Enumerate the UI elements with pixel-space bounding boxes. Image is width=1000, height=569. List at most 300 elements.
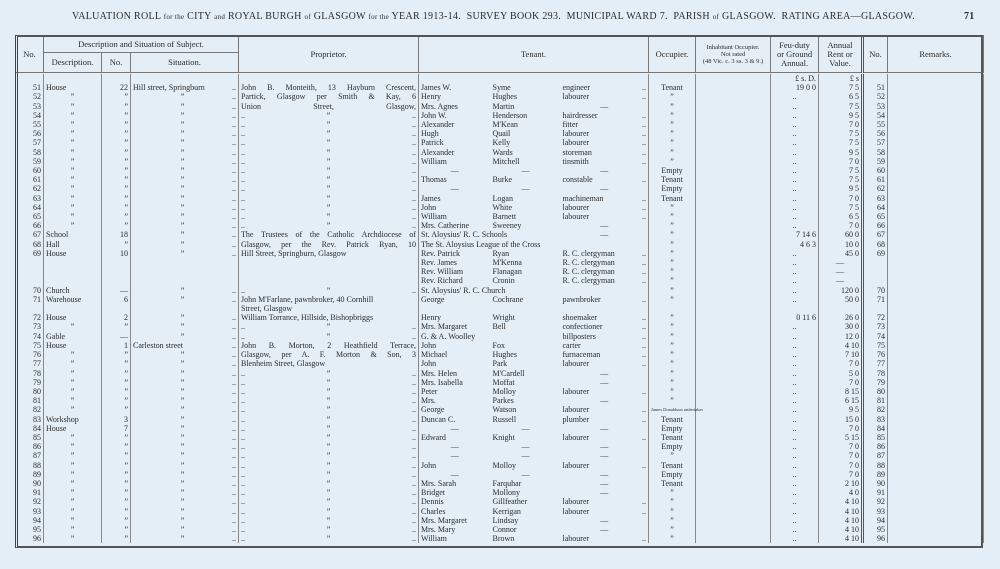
cell-last: — — [521, 442, 530, 452]
cell-first: John — [421, 340, 437, 350]
cell-no: 89 — [16, 470, 44, 479]
cell-prop: Glasgow, per A. F. Morton & Son, 3 — [239, 350, 419, 359]
sit-text: ” — [180, 460, 185, 470]
cell-num: ” — [102, 378, 131, 387]
roll-title — [72, 11, 915, 22]
cell-no2: 54 — [863, 111, 888, 120]
leader-dots: .. — [642, 460, 646, 470]
cell-occ: — — [600, 396, 609, 406]
cell-occupier: Tenant — [649, 175, 696, 184]
cell-no2: 81 — [863, 396, 888, 405]
leader-dots: .. — [232, 120, 236, 130]
cell-first: Edward — [421, 432, 446, 442]
cell-num: ” — [102, 396, 131, 405]
cell-rent: 7 0 — [819, 157, 863, 166]
header-line: Inhabitant Occupier. — [706, 43, 760, 51]
sit-text: ” — [180, 386, 185, 396]
cell-no2: 78 — [863, 369, 888, 378]
cell-occupier: Tenant — [649, 433, 696, 442]
cell-desc: ” — [44, 488, 102, 497]
cell-last: Bell — [492, 322, 506, 332]
cell-no: 69 — [16, 249, 44, 258]
cell-prop: .. ” .. — [239, 221, 419, 230]
cell-feu: .. — [771, 387, 819, 396]
sit-text: ” — [180, 248, 185, 258]
cell-rent: 15 0 — [819, 415, 863, 424]
cell-desc: ” — [44, 525, 102, 534]
cell-last: Hughes — [492, 92, 517, 102]
cell-first: Peter — [421, 386, 438, 396]
sit-text: ” — [180, 350, 185, 360]
cell-feu: .. — [771, 249, 819, 258]
sit-text: ” — [180, 175, 185, 185]
cell-last: Fox — [492, 340, 505, 350]
cell-occupier: ” — [649, 295, 696, 304]
cell-first: Mrs. Margaret — [421, 515, 468, 525]
cell-num: ” — [102, 497, 131, 506]
cell-feu: .. — [771, 92, 819, 101]
cell-num: 3 — [102, 415, 131, 424]
cell-rent: 7 5 — [819, 83, 863, 92]
cell-prop: .. ” .. — [239, 442, 419, 451]
leader-dots: .. — [642, 386, 646, 396]
cell-feu: .. — [771, 497, 819, 506]
cell-last: M'Cardell — [492, 368, 525, 378]
occ-text: tinsmith — [562, 156, 589, 166]
cell-num: ” — [102, 203, 131, 212]
cell-rent: 6 5 — [819, 92, 863, 101]
cell-no2: 96 — [863, 534, 888, 543]
cell-occupier: ” — [649, 396, 696, 405]
occ-text: labourer — [562, 92, 590, 102]
cell-no: 60 — [16, 166, 44, 175]
cell-prop: .. ” .. — [239, 175, 419, 184]
leader-dots: .. — [642, 175, 646, 185]
cell-last: Parkes — [492, 396, 514, 406]
leader-dots: .. — [642, 110, 646, 120]
cell-prop: Hill Street, Springburn, Glasgow — [239, 249, 419, 258]
cell-num: ” — [102, 138, 131, 147]
cell-occupier: ” — [649, 129, 696, 138]
cell-occ: — — [600, 451, 609, 461]
sit-text: ” — [180, 202, 185, 212]
cell-prop: Street, Glasgow — [239, 304, 419, 313]
rent-units: £ s — [819, 74, 863, 83]
feu-units: £ s. D. — [771, 74, 819, 83]
cell-num: ” — [102, 369, 131, 378]
leader-dots: .. — [232, 515, 236, 525]
cell-no2: 91 — [863, 488, 888, 497]
leader-dots: .. — [232, 101, 236, 111]
cell-no2: 55 — [863, 120, 888, 129]
cell-occupier: ” — [649, 378, 696, 387]
cell-occupier: ” — [649, 212, 696, 221]
cell-feu: 19 0 0 — [771, 83, 819, 92]
cell-num: ” — [102, 184, 131, 193]
cell-num: ” — [102, 479, 131, 488]
cell-no2: 86 — [863, 442, 888, 451]
cell-no2: 52 — [863, 92, 888, 101]
occ-text: labourer — [562, 506, 590, 516]
cell-last: Park — [492, 359, 508, 369]
cell-desc: ” — [44, 194, 102, 203]
cell-last: M'Kean — [492, 120, 518, 130]
cell-num: ” — [102, 240, 131, 249]
cell-first: William — [421, 534, 447, 544]
cell-first: — — [450, 166, 459, 176]
occ-text: constable — [562, 175, 593, 185]
cell-feu: .. — [771, 221, 819, 230]
cell-first: Mrs. Agnes — [421, 101, 458, 111]
cell-no2: 85 — [863, 433, 888, 442]
leader-dots: .. — [232, 175, 236, 185]
occ-text: labourer — [562, 460, 590, 470]
cell-no: 59 — [16, 157, 44, 166]
sit-text: ” — [180, 377, 185, 387]
cell-prop: .. ” .. — [239, 332, 419, 341]
cell-first: Henry — [421, 92, 441, 102]
cell-desc: School — [44, 230, 102, 239]
cell-no2: 51 — [863, 83, 888, 92]
leader-dots: .. — [642, 313, 646, 323]
occ-text: storeman — [562, 147, 592, 157]
cell-no: 61 — [16, 175, 44, 184]
cell-prop: William Torrance, Hillside, Bishopbriggs — [239, 313, 419, 322]
leader-dots: .. — [642, 83, 646, 93]
cell-occupier: Empty — [649, 470, 696, 479]
header-number: No. — [102, 53, 131, 73]
occ-text: labourer — [562, 212, 590, 222]
cell-occ: — — [600, 101, 609, 111]
title-part: ROYAL BURGH — [227, 11, 302, 22]
cell-prop: .. ” .. — [239, 138, 419, 147]
cell-no: 68 — [16, 240, 44, 249]
cell-no: 80 — [16, 387, 44, 396]
cell-rent: 120 0 — [819, 286, 863, 295]
cell-last: Kelly — [492, 138, 511, 148]
cell-first: James W. — [421, 83, 452, 93]
leader-dots: .. — [642, 432, 646, 442]
cell-first: G. & A. Woolley — [421, 331, 476, 341]
cell-desc: ” — [44, 369, 102, 378]
cell-no: 81 — [16, 396, 44, 405]
cell-no2: 66 — [863, 221, 888, 230]
cell-feu: .. — [771, 479, 819, 488]
cell-no: 85 — [16, 433, 44, 442]
cell-first: Duncan C. — [421, 414, 456, 424]
cell-last: Hughes — [492, 350, 517, 360]
cell-rent: 7 5 — [819, 166, 863, 175]
cell-occupier: Tenant — [649, 479, 696, 488]
cell-last: Mollony — [492, 488, 521, 498]
cell-occupier: ” — [649, 525, 696, 534]
cell-no2: 70 — [863, 286, 888, 295]
cell-no: 77 — [16, 359, 44, 368]
cell-no: 62 — [16, 184, 44, 193]
sit-text: ” — [180, 230, 185, 240]
cell-first: Rev. Patrick — [421, 248, 461, 258]
title-part: for the — [368, 13, 390, 21]
cell-first: Dennis — [421, 497, 444, 507]
cell-rent: 2 10 — [819, 479, 863, 488]
cell-rent: 9 5 — [819, 148, 863, 157]
header-remarks: Remarks. — [888, 36, 984, 73]
cell-first: Charles — [421, 506, 446, 516]
cell-num: ” — [102, 350, 131, 359]
cell-last: — — [521, 166, 530, 176]
cell-feu: .. — [771, 525, 819, 534]
cell-no2: 73 — [863, 322, 888, 331]
cell-occupier: ” — [649, 313, 696, 322]
cell-first: — — [450, 184, 459, 194]
cell-first: Bridget — [421, 488, 445, 498]
sit-text: ” — [180, 110, 185, 120]
cell-first: — — [450, 423, 459, 433]
leader-dots: .. — [232, 92, 236, 102]
cell-first: — — [450, 451, 459, 461]
cell-occupier: ” — [649, 276, 696, 285]
cell-no2: 83 — [863, 415, 888, 424]
cell-feu: .. — [771, 378, 819, 387]
leader-dots: .. — [232, 377, 236, 387]
cell-first: Henry — [421, 313, 441, 323]
cell-no: 88 — [16, 461, 44, 470]
cell-num: ” — [102, 359, 131, 368]
cell-desc: ” — [44, 470, 102, 479]
cell-last: Russell — [492, 414, 517, 424]
leader-dots: .. — [232, 221, 236, 231]
cell-feu: .. — [771, 184, 819, 193]
cell-num: — — [102, 332, 131, 341]
cell-first: John — [421, 460, 437, 470]
cell-feu: .. — [771, 359, 819, 368]
occ-text: labourer — [562, 405, 590, 415]
cell-feu: .. — [771, 295, 819, 304]
cell-last: Quail — [492, 129, 511, 139]
cell-occupier: ” — [649, 286, 696, 295]
cell-prop: .. ” .. — [239, 322, 419, 331]
cell-rent: 7 5 — [819, 203, 863, 212]
cell-no: 56 — [16, 129, 44, 138]
cell-desc: ” — [44, 359, 102, 368]
leader-dots: .. — [642, 129, 646, 139]
occ-text: R. C. clergyman — [562, 267, 615, 277]
cell-last: Farquhar — [492, 478, 522, 488]
cell-prop: Glasgow, per the Rev. Patrick Ryan, 10 — [239, 240, 419, 249]
title-part: GLASGOW. — [721, 11, 776, 22]
sit-text: ” — [180, 294, 185, 304]
sit-text: ” — [180, 184, 185, 194]
cell-last: — — [521, 184, 530, 194]
sit-text: Hill street, Springburn — [133, 83, 205, 93]
cell-occupier: ” — [649, 507, 696, 516]
cell-occupier: ” — [649, 488, 696, 497]
cell-last: Wright — [492, 313, 515, 323]
cell-no2: 62 — [863, 184, 888, 193]
cell-occupier: ” — [649, 359, 696, 368]
sit-text: ” — [180, 331, 185, 341]
sit-text: ” — [180, 138, 185, 148]
header-no-2: No. — [863, 36, 888, 73]
cell-feu: .. — [771, 341, 819, 350]
cell-occupier: ” — [649, 322, 696, 331]
cell-occupier: Tenant — [649, 83, 696, 92]
cell-last: Wards — [492, 147, 513, 157]
cell-occupier: ” — [649, 221, 696, 230]
cell-feu: .. — [771, 470, 819, 479]
cell-occupier: ” — [649, 111, 696, 120]
leader-dots: .. — [642, 202, 646, 212]
sit-text: ” — [180, 405, 185, 415]
leader-dots: .. — [232, 460, 236, 470]
title-part: CITY — [187, 11, 212, 22]
cell-num: ” — [102, 322, 131, 331]
cell-no: 78 — [16, 369, 44, 378]
cell-no: 58 — [16, 148, 44, 157]
leader-dots: .. — [232, 350, 236, 360]
cell-desc: ” — [44, 175, 102, 184]
leader-dots: .. — [642, 497, 646, 507]
cell-rent: 4 10 — [819, 341, 863, 350]
leader-dots: .. — [642, 359, 646, 369]
cell-rent: 7 0 — [819, 194, 863, 203]
leader-dots: .. — [642, 340, 646, 350]
cell-last: Cronin — [492, 276, 515, 286]
occ-text: R. C. clergyman — [562, 276, 615, 286]
cell-num: 18 — [102, 230, 131, 239]
cell-num: ” — [102, 166, 131, 175]
leader-dots: .. — [642, 193, 646, 203]
cell-feu: 7 14 6 — [771, 230, 819, 239]
cell-no2: 79 — [863, 378, 888, 387]
sit-text: ” — [180, 368, 185, 378]
cell-desc: Hall — [44, 240, 102, 249]
cell-occupier: ” — [649, 497, 696, 506]
cell-no2: 58 — [863, 148, 888, 157]
occ-text: furnaceman — [562, 350, 601, 360]
cell-feu: .. — [771, 461, 819, 470]
cell-prop: Partick, Glasgow per Smith & Kay, 6 — [239, 92, 419, 101]
cell-no: 84 — [16, 424, 44, 433]
sit-text: Carleston street — [133, 340, 183, 350]
cell-first: John — [421, 359, 437, 369]
cell-no2: 88 — [863, 461, 888, 470]
leader-dots: .. — [642, 92, 646, 102]
cell-last: Connor — [492, 524, 517, 534]
occ-text: carter — [562, 340, 581, 350]
cell-desc: ” — [44, 396, 102, 405]
leader-dots: .. — [642, 138, 646, 148]
header-line: Value. — [829, 57, 851, 68]
cell-occupier: ” — [649, 534, 696, 543]
cell-no2: 95 — [863, 525, 888, 534]
cell-first: St. Aloysius' R. C. Schools — [421, 230, 508, 240]
cell-occupier: ” — [649, 138, 696, 147]
cell-no: 83 — [16, 415, 44, 424]
cell-no: 92 — [16, 497, 44, 506]
cell-rent: 26 0 — [819, 313, 863, 322]
leader-dots: .. — [232, 432, 236, 442]
cell-no2: 71 — [863, 295, 888, 304]
sit-text: ” — [180, 359, 185, 369]
cell-feu: .. — [771, 111, 819, 120]
cell-no: 51 — [16, 83, 44, 92]
cell-rent: 9 5 — [819, 111, 863, 120]
occ-text: confectioner — [562, 322, 603, 332]
cell-rent: 7 0 — [819, 359, 863, 368]
cell-feu: .. — [771, 350, 819, 359]
cell-no2: 61 — [863, 175, 888, 184]
cell-num: ” — [102, 451, 131, 460]
leader-dots: .. — [232, 497, 236, 507]
cell-occupier: ” — [649, 369, 696, 378]
leader-dots: .. — [642, 258, 646, 268]
cell-no2: 77 — [863, 359, 888, 368]
leader-dots: .. — [642, 147, 646, 157]
occ-text: labourer — [562, 386, 590, 396]
cell-first: Thomas — [421, 175, 447, 185]
cell-last: M'Kenna — [492, 258, 522, 268]
cell-rent: 7 0 — [819, 461, 863, 470]
cell-feu: .. — [771, 369, 819, 378]
sit-text: ” — [180, 239, 185, 249]
cell-occupier: Empty — [649, 184, 696, 193]
cell-first: Michael — [421, 350, 448, 360]
cell-prop: John B. Monteith, 13 Hayburn Crescent, — [239, 83, 419, 92]
header-line: Annual. — [780, 57, 809, 68]
cell-num: 10 — [102, 249, 131, 258]
cell-desc: ” — [44, 497, 102, 506]
cell-first: The St. Aloysius League of the Cross — [421, 239, 541, 249]
leader-dots: .. — [232, 156, 236, 166]
cell-desc: ” — [44, 148, 102, 157]
cell-no2: 64 — [863, 203, 888, 212]
leader-dots: .. — [642, 331, 646, 341]
cell-no2: 84 — [863, 424, 888, 433]
cell-prop: .. ” .. — [239, 286, 419, 295]
cell-desc: ” — [44, 221, 102, 230]
leader-dots: .. — [232, 478, 236, 488]
sit-text: ” — [180, 92, 185, 102]
cell-occupier: Empty — [649, 442, 696, 451]
cell-feu: .. — [771, 120, 819, 129]
cell-desc: Church — [44, 286, 102, 295]
cell-desc: ” — [44, 534, 102, 543]
sit-text: ” — [180, 147, 185, 157]
survey-book: SURVEY BOOK 293. — [466, 11, 562, 22]
cell-num: ” — [102, 507, 131, 516]
occ-text: fitter — [562, 120, 579, 130]
leader-dots: .. — [642, 276, 646, 286]
title-part: PARISH — [673, 11, 710, 22]
cell-rent: 7 0 — [819, 470, 863, 479]
cell-occupier: ” — [649, 341, 696, 350]
cell-desc: Workshop — [44, 415, 102, 424]
cell-feu: .. — [771, 258, 819, 267]
header-situation: Situation. — [131, 53, 239, 73]
cell-first: Mrs. Sarah — [421, 478, 457, 488]
cell-no2: 57 — [863, 138, 888, 147]
leader-dots: .. — [232, 83, 236, 93]
cell-rent: — — [819, 258, 863, 267]
cell-desc: ” — [44, 433, 102, 442]
cell-first: Rev. James — [421, 258, 457, 268]
cell-prop: .. ” .. — [239, 129, 419, 138]
cell-feu: .. — [771, 488, 819, 497]
cell-prop: John B. Morton, 2 Heathfield Terrace, — [239, 341, 419, 350]
cell-last: Burke — [492, 175, 513, 185]
cell-no: 55 — [16, 120, 44, 129]
